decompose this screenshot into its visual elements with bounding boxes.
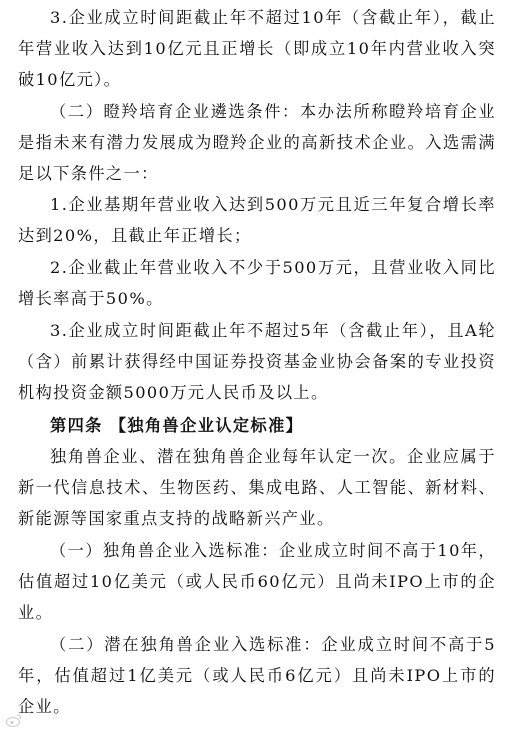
section-heading-article-4: 第四条 【独角兽企业认定标准】 bbox=[50, 416, 304, 435]
watermark bbox=[6, 711, 22, 729]
paragraph-unicorn-standard: （一）独角兽企业入选标准：企业成立时间不高于10年，估值超过10亿美元（或人民币60亿元）且尚未IPO上市的企业。 bbox=[18, 541, 496, 623]
paragraph-established-10-years: 3.企业成立时间距截止年不超过10年（含截止年），截止年营业收入达到10亿元且正增长（即成立10年内营业收入突破10亿元）。 bbox=[18, 8, 496, 90]
paragraph-potential-unicorn-standard: （二）潜在独角兽企业入选标准：企业成立时间不高于5年，估值超过1亿美元（或人民币6亿元）且尚未IPO上市的企业。 bbox=[18, 635, 496, 717]
paragraph-condition-3: 3.企业成立时间距截止年不超过5年（含截止年），且A轮（含）前累计获得经中国证券投资基金业协会备案的专业投资机构投资金额5000万元人民币及以上。 bbox=[18, 321, 496, 403]
weibo-logo-icon bbox=[6, 713, 22, 727]
paragraph-unicorn-overview: 独角兽企业、潜在独角兽企业每年认定一次。企业应属于新一代信息技术、生物医药、集成电路、人工智能、新材料、新能源等国家重点支持的战略新兴产业。 bbox=[18, 447, 496, 529]
paragraph-gazelle-cultivation-criteria: （二）瞪羚培育企业遴选条件：本办法所称瞪羚培育企业是指未来有潜力发展成为瞪羚企业的高新技术企业。入选需满足以下条件之一： bbox=[18, 102, 496, 184]
paragraph-condition-1: 1.企业基期年营业收入达到500万元且近三年复合增长率达到20%，且截止年正增长； bbox=[18, 195, 496, 246]
paragraph-condition-2: 2.企业截止年营业收入不少于500万元，且营业收入同比增长率高于50%。 bbox=[18, 258, 496, 309]
